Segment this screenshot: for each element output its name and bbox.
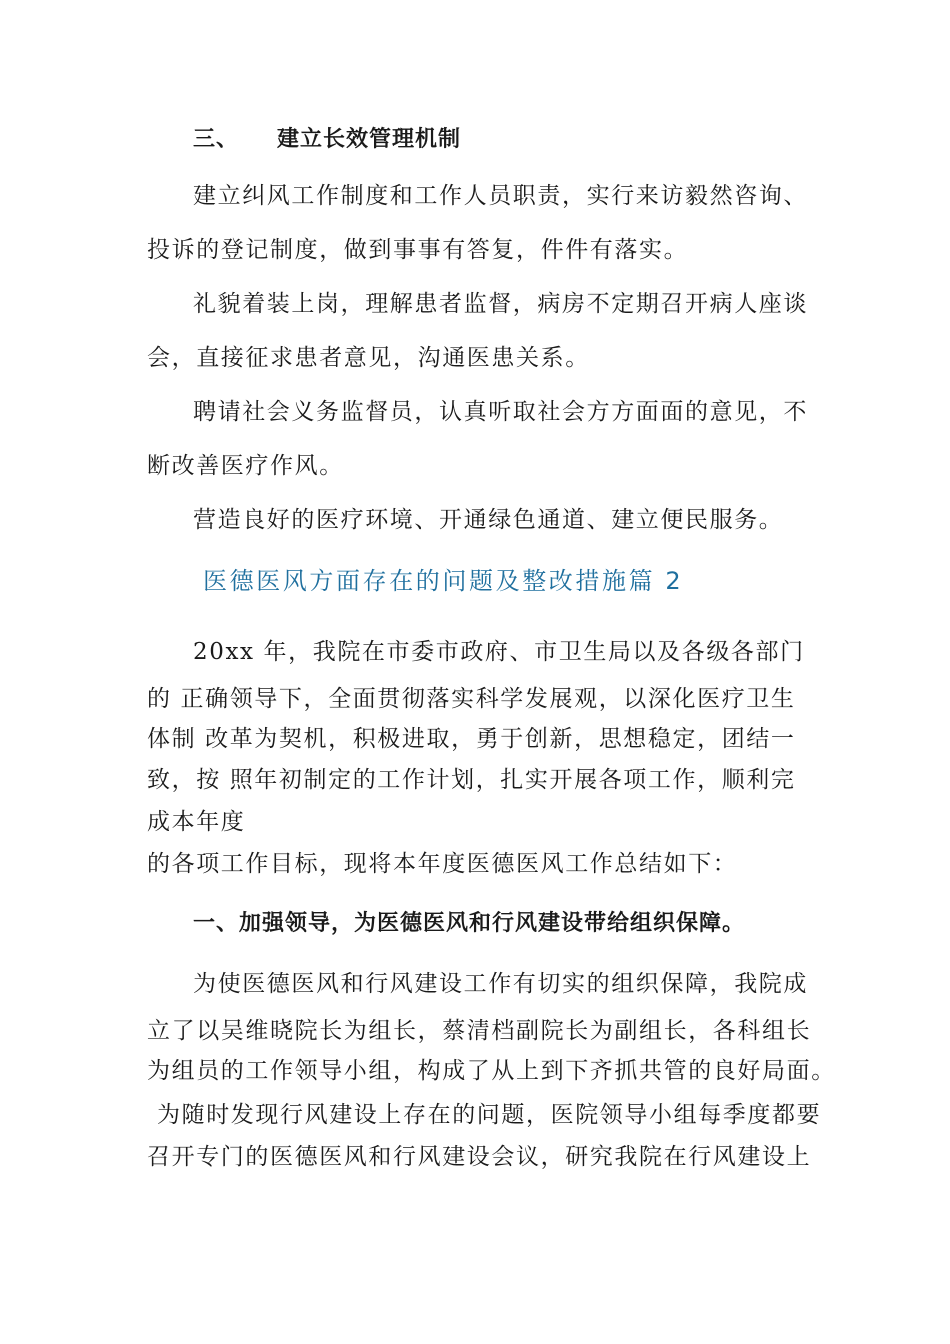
paragraph-line: 断改善医疗作风。 bbox=[147, 453, 344, 479]
section-number: 三、 bbox=[193, 127, 240, 152]
paragraph-line: 为使医德医风和行风建设工作有切实的组织保障，我院成 bbox=[193, 971, 808, 997]
paragraph-line: 会，直接征求患者意见，沟通医患关系。 bbox=[147, 345, 590, 371]
paragraph-line: 礼貌着装上岗，理解患者监督，病房不定期召开病人座谈 bbox=[193, 291, 808, 317]
section-heading bbox=[193, 125, 461, 155]
paragraph-line: 为随时发现行风建设上存在的问题，医院领导小组每季度都要 bbox=[157, 1102, 822, 1128]
paragraph-line: 建立纠风工作制度和工作人员职责，实行来访毅然咨询、 bbox=[193, 183, 808, 209]
paragraph-line: 体制 改革为契机，积极进取，勇于创新，思想稳定，团结一 bbox=[147, 726, 796, 752]
paragraph-line: 召开专门的医德医风和行风建设会议，研究我院在行风建设上 bbox=[147, 1144, 812, 1170]
paragraph-line: 致，按 照年初制定的工作计划，扎实开展各项工作，顺利完 bbox=[147, 767, 796, 793]
paragraph-line: 营造良好的医疗环境、开通绿色通道、建立便民服务。 bbox=[193, 507, 784, 533]
paragraph-line: 成本年度 bbox=[147, 809, 246, 835]
paragraph-line: 为组员的工作领导小组，构成了从上到下齐抓共管的良好局面。 bbox=[147, 1058, 836, 1084]
section-heading: 一、加强领导，为医德医风和行风建设带给组织保障。 bbox=[193, 911, 746, 936]
paragraph-line: 聘请社会义务监督员，认真听取社会方方面面的意见，不 bbox=[193, 399, 808, 425]
paragraph-line: 投诉的登记制度，做到事事有答复，件件有落实。 bbox=[147, 237, 689, 263]
article-title: 医德医风方面存在的问题及整改措施篇 2 bbox=[203, 567, 684, 595]
paragraph-line: 的 正确领导下，全面贯彻落实科学发展观，以深化医疗卫生 bbox=[147, 686, 796, 712]
paragraph-line: 的各项工作目标，现将本年度医德医风工作总结如下： bbox=[147, 851, 738, 877]
section-title: 建立长效管理机制 bbox=[277, 127, 462, 152]
paragraph-line: 立了以吴维晓院长为组长，蔡清档副院长为副组长，各科组长 bbox=[147, 1018, 812, 1044]
paragraph-line: 20xx 年，我院在市委市政府、市卫生局以及各级各部门 bbox=[193, 639, 805, 665]
